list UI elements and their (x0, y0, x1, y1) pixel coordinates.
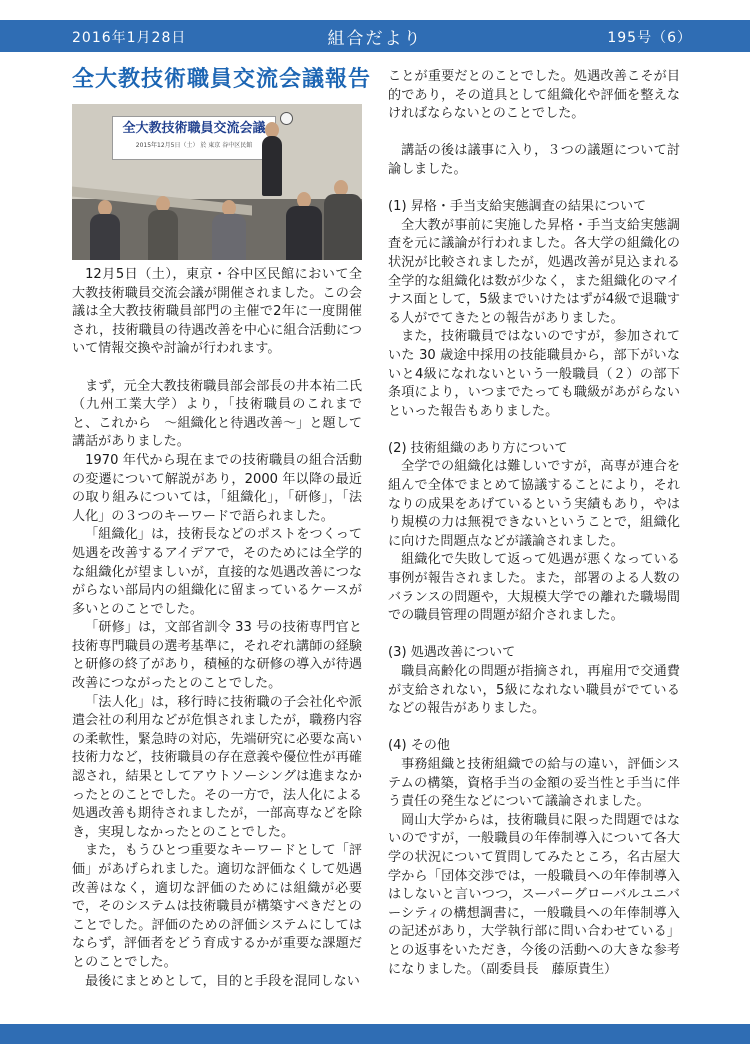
attendee-body (324, 194, 362, 260)
left-column (72, 66, 372, 991)
paragraph: また，もうひとつ重要なキーワードとして「評価」があげられました。適切な評価なくして処遇改善はなく，適切な評価のためには組織が必要で，そのシステムは技術職員が構築すべきだとのことでした。評価のための評価システムにしてはならず，評価者をどう育成するかが重要な課題だとのことでした。 (72, 843, 362, 970)
issue-number: 195号（6） (607, 30, 692, 46)
article-title: 全大教技術職員交流会議報告 (72, 67, 372, 92)
paragraph: まず，元全大教技術職員部会部長の井本祐二氏（九州工業大学）より，「技術職員のこれまでと、これから ～組織化と待遇改善～」と題して講話がありました。 (72, 378, 362, 450)
paragraph: 12月5日（土），東京・谷中区民館において全大教技術職員交流会議が開催されました。この会議は全大教技術職員部門の主催で2年に一度開催され，技術職員の待遇改善を中心に組合活動について情報交換や討論が行われます。 (72, 267, 362, 357)
paragraph: 「法人化」は，移行時に技術職の子会社化や派遣会社の利用などが危惧されましたが，職務内容の柔軟性，緊急時の対応，先端研究に必要な高い技術力など，技術職員の存在意義や優位性が再確認され，結果としてアウトソーシングは進まなかったとのことでした。その一方で，法人化による処遇改善も期待されましたが，一部高専などを除き，実現しなかったとのことでした。 (72, 694, 362, 840)
paragraph: 講話の後は議事に入り，３つの議題について討論しました。 (388, 143, 680, 177)
meeting-photo (72, 104, 362, 260)
photo-banner-subtext: 2015年12月5日（土） 於 東京 谷中区民館 (135, 142, 253, 149)
section-heading: (2) 技術組織のあり方について (388, 440, 568, 456)
paragraph: 「組織化」は，技術長などのポストをつくって処遇を改善するアイデアで，そのためには全学的な組織化が望ましいが，直接的な処遇改善につながらない部局内の組織化に留まっているケースが多いとのことでした。 (72, 527, 362, 617)
right-column (388, 68, 680, 979)
left-article-body (72, 266, 362, 991)
attendee-body (90, 214, 120, 260)
section-heading: (1) 昇格・手当支給実態調査の結果について (388, 199, 647, 215)
speaker-figure (262, 136, 282, 196)
attendee-body (212, 214, 246, 260)
photo-banner-text: 全大教技術職員交流会議 (122, 121, 266, 136)
paragraph: 職員高齢化の問題が指摘され，再雇用で交通費が支給されない，5級になれない職員がでているなどの報告がありました。 (388, 664, 680, 717)
newsletter-title: 組合だより (327, 29, 423, 49)
clock-icon (280, 112, 293, 125)
paragraph: 組織化で失敗して返って処遇が悪くなっている事例が報告されました。また，部署のよる人数のバランスの問題や，大規模大学での離れた職場間での職員管理の問題が紹介されました。 (388, 552, 680, 624)
paragraph: また，技術職員ではないのですが，参加されていた 30 歳途中採用の技能職員から，部下がいないと4級になれないという一般職員（２）の部下条項により，いつまでたっても職級があがらないといった報告もありました。 (388, 329, 680, 419)
page-footer-bar (0, 1024, 750, 1044)
attendee-body (286, 206, 322, 260)
paragraph: 全学での組織化は難しいですが，高専が連合を組んで全体でまとめて協議することにより，それなりの成果をあげているという実績もあり，やはり規模の力は無視できないということで，組織化に向けた問題点などが議論されました。 (388, 459, 680, 549)
paragraph: 「研修」は，文部省訓令 33 号の技術専門官と技術専門職員の選考基準に，それぞれ講師の経験と研修の終了があり，積極的な研修の導入が待遇改善につながったとのことでした。 (72, 620, 362, 692)
paragraph: 事務組織と技術組織での給与の違い，評価システムの構築，資格手当の金額の妥当性と手当に伴う責任の発生などについて議論されました。 (388, 756, 680, 810)
paragraph: 1970 年代から現在までの技術職員の組合活動の変遷について解説があり，2000 年以降の最近の取り組みについては，「組織化」，「研修」，「法人化」の３つのキーワードで語られました。 (72, 452, 362, 524)
issue-date: 2016年1月28日 (72, 30, 187, 46)
attendee-body (148, 210, 178, 260)
paragraph: 岡山大学からは，技術職員に限った問題ではないのですが，一般職員の年俸制導入について各大学の状況について質問してみたところ，名古屋大学から「団体交渉では，一般職員への年俸制導入はしないと言いつつ，スーパーグローバルユニバーシティの構想調書に，一般職員への年俸制導入の記述があり，大学執行部に問い合わせている」との返事をいただき，今後の活動への大きな参考になりました。（副委員長 藤原貴生） (388, 812, 680, 977)
paragraph: ことが重要だとのことでした。処遇改善こそが目的であり，その道具として組織化や評価を整えなければならないとのことでした。 (388, 69, 680, 122)
photo-banner (112, 116, 276, 160)
page-header (0, 20, 750, 52)
section-heading: (3) 処遇改善について (388, 645, 516, 661)
section-heading: (4) その他 (388, 738, 450, 754)
paragraph: 最後にまとめとして，目的と手段を混同しない (85, 973, 360, 989)
paragraph: 全大教が事前に実施した昇格・手当支給実態調査を元に議論が行われました。各大学の組織化の状況が比較されましたが，処遇改善が見込まれる全学的な組織化は数が少なく，また組織化のマイナス面として，5級までいけたはずが4級で退職する人がでてきたとの報告がありました。 (388, 217, 680, 326)
